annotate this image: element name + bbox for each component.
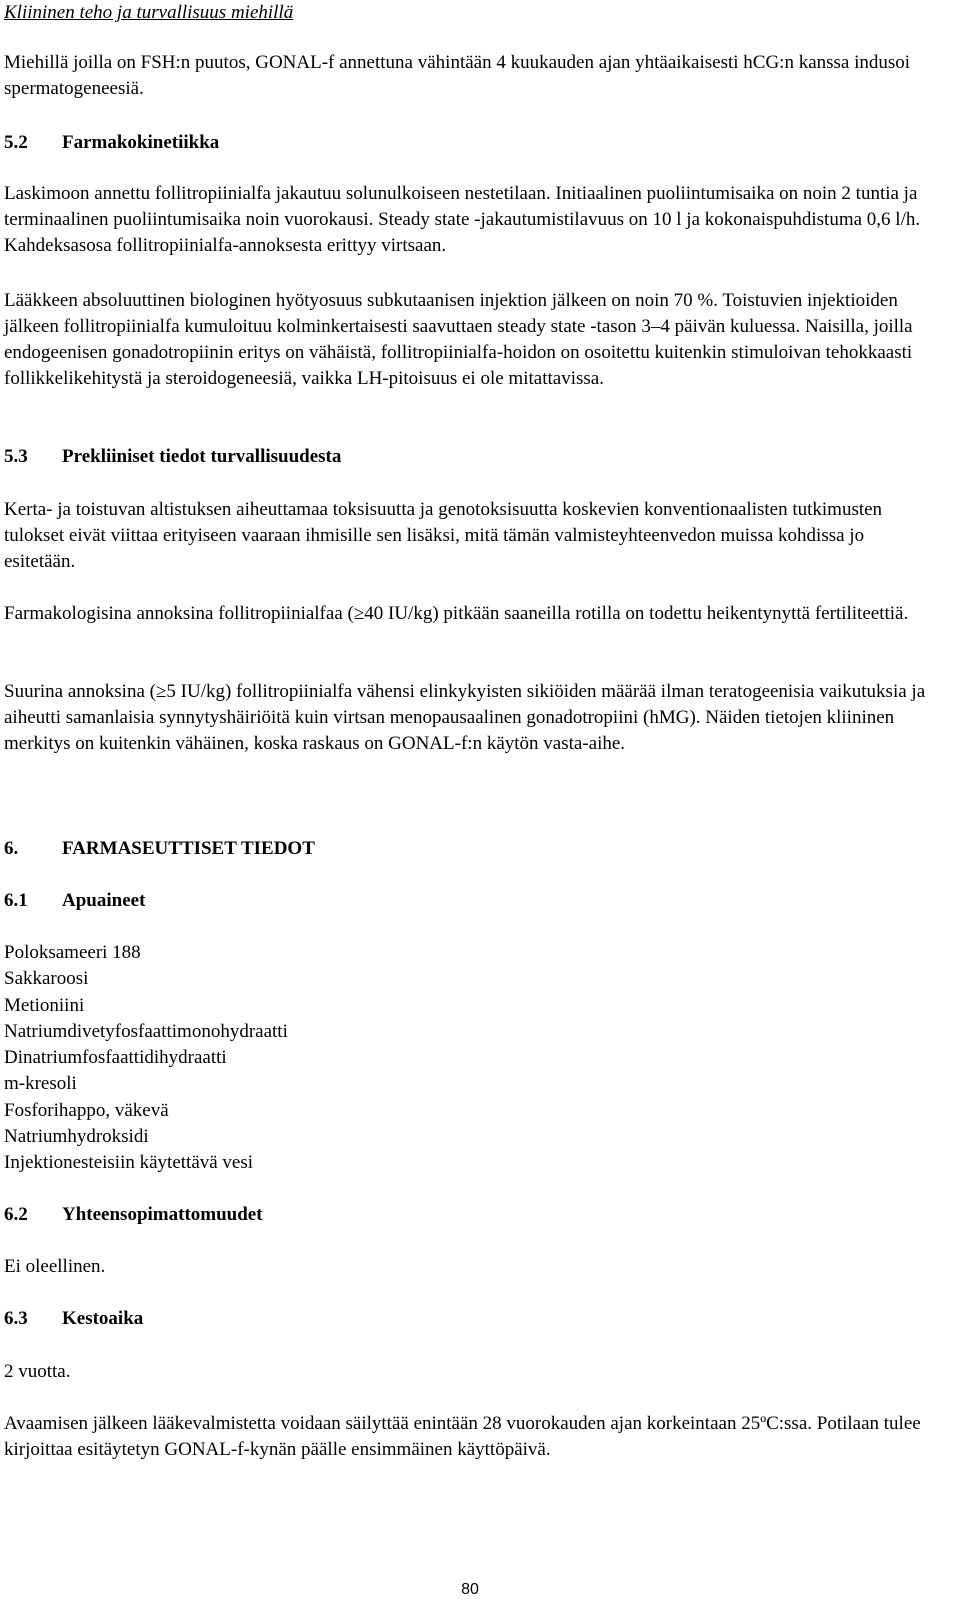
list-item: Natriumhydroksidi	[4, 1126, 149, 1148]
list-item: Poloksameeri 188	[4, 942, 141, 963]
shelf-life-text: 2 vuotta.	[4, 1361, 71, 1382]
section-number: 6.1	[4, 890, 28, 911]
section-5-3-heading	[4, 444, 341, 470]
list-item: m-kresoli	[4, 1073, 77, 1095]
incompatibilities-text: Ei oleellinen.	[4, 1256, 106, 1277]
section-number: 6.3	[4, 1308, 28, 1329]
section-5-2-heading	[4, 130, 219, 156]
list-item: Metioniini	[4, 994, 85, 1016]
section-6-1-heading	[4, 888, 145, 914]
section-6-3-heading	[4, 1306, 143, 1332]
section-title: Yhteensopimattomuudet	[62, 1204, 263, 1225]
clinical-paragraph: Miehillä joilla on FSH:n puutos, GONAL-f annettuna vähintään 4 kuukauden ajan yhtäaikaisesti hCG:n kanssa indusoi spermatogeneesiä.	[4, 52, 911, 99]
section-number: 6.2	[4, 1204, 28, 1225]
page-number: 80	[461, 1581, 479, 1598]
section-6-heading	[4, 836, 315, 862]
section-title: FARMASEUTTISET TIEDOT	[62, 838, 315, 859]
section-number: 5.3	[4, 446, 28, 467]
section-6-2-heading	[4, 1202, 263, 1228]
section-title: Apuaineet	[62, 890, 146, 911]
list-item: Injektionesteisiin käytettävä vesi	[4, 1152, 254, 1174]
preclinical-paragraph-3: Suurina annoksina (≥5 IU/kg) follitropiinialfa vähensi elinkykyisten sikiöiden määrää ilman teratogeenisia vaikutuksia ja aiheutti samanlaisia synnytyshäiriöitä kuin virtsan menopausaalinen gonadotropiini (hMG). Näiden tietojen kliininen merkitys on kuitenkin vähäinen, koska raskaus on GONAL-f:n käytön vasta-aihe.	[4, 681, 926, 754]
excipients-list	[4, 940, 934, 1177]
storage-after-opening-text: Avaamisen jälkeen lääkevalmistetta voidaan säilyttää enintään 28 vuorokauden ajan korkeintaan 25ºC:ssa. Potilaan tulee kirjoittaa esitäytetyn GONAL-f-kynän päälle ensimmäinen käyttöpäivä.	[4, 1413, 921, 1460]
list-item: Fosforihappo, väkevä	[4, 1099, 169, 1121]
clinical-heading: Kliininen teho ja turvallisuus miehillä	[4, 2, 294, 23]
pharmacokinetics-paragraph-2: Lääkkeen absoluuttinen biologinen hyötyosuus subkutaanisen injektion jälkeen on noin 70 %. Toistuvien injektioiden jälkeen follitropiinialfa kumuloituu kolminkertaisesti saavuttaen steady state -tason 3–4 päivän kuluessa. Naisilla, joilla endogeenisen gonadotropiinin eritys on vähäistä, follitropiinialfa-hoidon on osoitettu kuitenkin stimuloivan tehokkaasti follikkelikehitystä ja steroidogeneesiä, vaikka LH-pitoisuus ei ole mitattavissa.	[4, 290, 913, 389]
preclinical-paragraph-1: Kerta- ja toistuvan altistuksen aiheuttamaa toksisuutta ja genotoksisuutta koskevien konventionaalisten tutkimusten tulokset eivät viittaa erityiseen vaaraan ihmisille sen lisäksi, mitä tämän valmisteyhteenvedon muissa kohdissa jo esitetään.	[4, 499, 883, 572]
list-item: Dinatriumfosfaattidihydraatti	[4, 1047, 227, 1069]
preclinical-paragraph-2: Farmakologisina annoksina follitropiinialfaa (≥40 IU/kg) pitkään saaneilla rotilla on todettu heikentynyttä fertiliteettiä.	[4, 603, 909, 624]
pharmacokinetics-paragraph-1: Laskimoon annettu follitropiinialfa jakautuu solunulkoiseen nestetilaan. Initiaalinen puoliintumisaika on noin 2 tuntia ja terminaalinen puoliintumisaika noin vuorokausi. Steady state -jakautumistilavuus on 10 l ja kokonaispuhdistuma 0,6 l/h. Kahdeksasosa follitropiinialfa-annoksesta erittyy virtsaan.	[4, 183, 921, 256]
section-title: Prekliiniset tiedot turvallisuudesta	[62, 446, 342, 467]
section-title: Kestoaika	[62, 1308, 144, 1329]
section-number: 6.	[4, 838, 19, 859]
list-item: Natriumdivetyfosfaattimonohydraatti	[4, 1020, 288, 1042]
list-item: Sakkaroosi	[4, 968, 89, 990]
section-number: 5.2	[4, 132, 28, 153]
section-title: Farmakokinetiikka	[62, 132, 220, 153]
